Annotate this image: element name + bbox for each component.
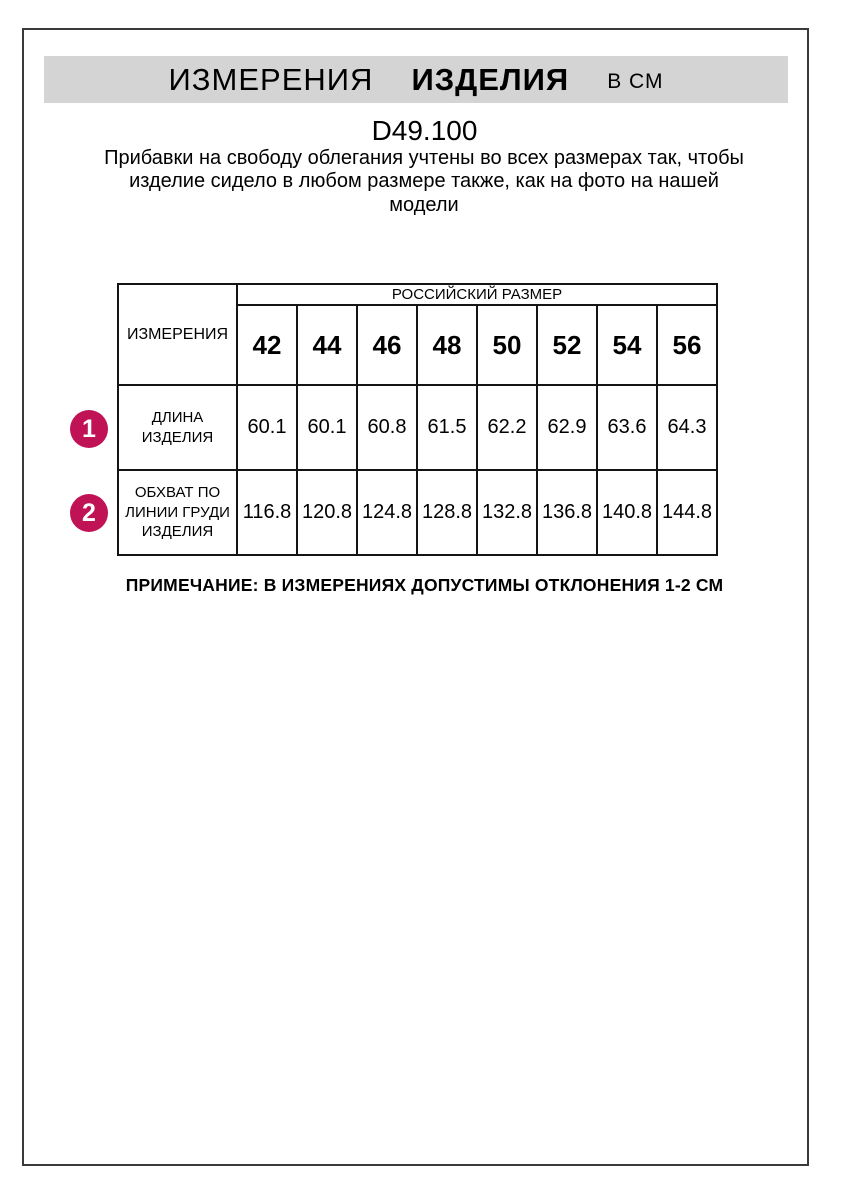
size-col-header: 56 — [657, 305, 717, 385]
size-table — [117, 283, 718, 556]
measurement-value: 62.9 — [537, 385, 597, 470]
table-row-length — [118, 385, 717, 470]
title-unit: В СМ — [607, 69, 664, 93]
title-product: ИЗДЕЛИЯ — [411, 61, 570, 97]
article-code: D49.100 — [371, 115, 478, 146]
row-marker-1: 1 — [70, 410, 108, 448]
size-col-header: 50 — [477, 305, 537, 385]
measurement-value: 61.5 — [417, 385, 477, 470]
title-measurements: ИЗМЕРЕНИЯ — [168, 61, 374, 97]
measurement-value: 136.8 — [537, 470, 597, 555]
measurement-value: 60.1 — [237, 385, 297, 470]
size-col-header: 54 — [597, 305, 657, 385]
measurement-value: 140.8 — [597, 470, 657, 555]
measurement-value: 144.8 — [657, 470, 717, 555]
table-row-chest — [118, 470, 717, 555]
size-col-header: 48 — [417, 305, 477, 385]
corner-header-cell: ИЗМЕРЕНИЯ — [118, 284, 237, 385]
row-marker-2: 2 — [70, 494, 108, 532]
measurement-value: 62.2 — [477, 385, 537, 470]
row-label-length: ДЛИНА ИЗДЕЛИЯ — [118, 385, 237, 470]
measurement-value: 60.1 — [297, 385, 357, 470]
size-col-header: 42 — [237, 305, 297, 385]
measurement-value: 120.8 — [297, 470, 357, 555]
measurement-value: 116.8 — [237, 470, 297, 555]
measurement-value: 64.3 — [657, 385, 717, 470]
size-col-header: 44 — [297, 305, 357, 385]
measurement-value: 60.8 — [357, 385, 417, 470]
row-label-chest: ОБХВАТ ПО ЛИНИИ ГРУДИ ИЗДЕЛИЯ — [118, 470, 237, 555]
tolerance-note: ПРИМЕЧАНИЕ: В ИЗМЕРЕНИЯХ ДОПУСТИМЫ ОТКЛОНЕНИЯ 1-2 СМ — [125, 575, 724, 595]
size-col-header: 46 — [357, 305, 417, 385]
measurement-value: 63.6 — [597, 385, 657, 470]
measurement-value: 124.8 — [357, 470, 417, 555]
fit-description: Прибавки на свободу облегания учтены во всех размерах так, чтобы изделие сидело в любом размере также, как на фото на нашей модели — [104, 147, 744, 216]
measurement-value: 132.8 — [477, 470, 537, 555]
group-header-cell: РОССИЙСКИЙ РАЗМЕР — [237, 284, 717, 305]
measurement-value: 128.8 — [417, 470, 477, 555]
size-col-header: 52 — [537, 305, 597, 385]
title-bar — [44, 56, 788, 103]
